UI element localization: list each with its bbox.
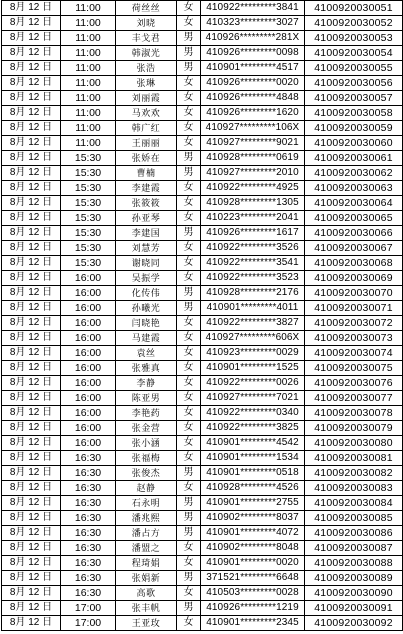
gender-cell: 女 <box>177 376 201 391</box>
time-cell: 16:00 <box>61 391 116 406</box>
date-cell: 8月 12 日 <box>2 31 61 46</box>
date-cell: 8月 12 日 <box>2 61 61 76</box>
gender-cell: 女 <box>177 271 201 286</box>
name-cell: 刘丽霞 <box>116 91 177 106</box>
gender-cell: 女 <box>177 196 201 211</box>
ticket-number-cell: 4100920030053 <box>305 31 403 46</box>
id-number-cell: 410926*********1617 <box>201 226 305 241</box>
time-cell: 16:30 <box>61 526 116 541</box>
gender-cell: 女 <box>177 76 201 91</box>
ticket-number-cell: 4100920030063 <box>305 181 403 196</box>
ticket-number-cell: 4100920030061 <box>305 151 403 166</box>
gender-cell: 女 <box>177 121 201 136</box>
ticket-number-cell: 4100920030055 <box>305 61 403 76</box>
name-cell: 张浩 <box>116 61 177 76</box>
id-number-cell: 410901*********2345 <box>201 616 305 631</box>
id-number-cell: 410922*********3841 <box>201 1 305 16</box>
id-number-cell: 410927*********9021 <box>201 136 305 151</box>
date-cell: 8月 12 日 <box>2 511 61 526</box>
gender-cell: 男 <box>177 496 201 511</box>
id-number-cell: 410901*********4072 <box>201 526 305 541</box>
gender-cell: 男 <box>177 46 201 61</box>
name-cell: 石永明 <box>116 496 177 511</box>
ticket-number-cell: 4100920030056 <box>305 76 403 91</box>
name-cell: 荷丝丝 <box>116 1 177 16</box>
date-cell: 8月 12 日 <box>2 226 61 241</box>
name-cell: 袁丝 <box>116 346 177 361</box>
time-cell: 16:00 <box>61 406 116 421</box>
date-cell: 8月 12 日 <box>2 301 61 316</box>
date-cell: 8月 12 日 <box>2 106 61 121</box>
gender-cell: 男 <box>177 466 201 481</box>
ticket-number-cell: 4100920030088 <box>305 556 403 571</box>
gender-cell: 男 <box>177 301 201 316</box>
table-row <box>2 181 403 196</box>
time-cell: 16:30 <box>61 466 116 481</box>
gender-cell: 女 <box>177 106 201 121</box>
gender-cell: 女 <box>177 481 201 496</box>
table-row <box>2 106 403 121</box>
ticket-number-cell: 4100920030077 <box>305 391 403 406</box>
gender-cell: 女 <box>177 406 201 421</box>
name-cell: 闫晓艳 <box>116 316 177 331</box>
id-number-cell: 410922*********3541 <box>201 256 305 271</box>
name-cell: 高歌 <box>116 586 177 601</box>
time-cell: 11:00 <box>61 46 116 61</box>
id-number-cell: 410922*********3523 <box>201 271 305 286</box>
gender-cell: 男 <box>177 166 201 181</box>
gender-cell: 男 <box>177 601 201 616</box>
gender-cell: 女 <box>177 91 201 106</box>
table-row <box>2 166 403 181</box>
time-cell: 16:00 <box>61 316 116 331</box>
name-cell: 化传伟 <box>116 286 177 301</box>
gender-cell: 女 <box>177 136 201 151</box>
gender-cell: 女 <box>177 586 201 601</box>
ticket-number-cell: 4100920030069 <box>305 271 403 286</box>
time-cell: 15:30 <box>61 211 116 226</box>
ticket-number-cell: 4100920030087 <box>305 541 403 556</box>
table-row <box>2 331 403 346</box>
ticket-number-cell: 4100920030074 <box>305 346 403 361</box>
name-cell: 张雅真 <box>116 361 177 376</box>
ticket-number-cell: 4100920030067 <box>305 241 403 256</box>
id-number-cell: 410926*********281X <box>201 31 305 46</box>
ticket-number-cell: 4100920030082 <box>305 466 403 481</box>
gender-cell: 男 <box>177 571 201 586</box>
ticket-number-cell: 4100920030084 <box>305 496 403 511</box>
ticket-number-cell: 4100920030059 <box>305 121 403 136</box>
ticket-number-cell: 4100920030070 <box>305 286 403 301</box>
gender-cell: 男 <box>177 31 201 46</box>
time-cell: 16:00 <box>61 331 116 346</box>
id-number-cell: 410503*********0028 <box>201 586 305 601</box>
name-cell: 赵静 <box>116 481 177 496</box>
name-cell: 孙亚琴 <box>116 211 177 226</box>
date-cell: 8月 12 日 <box>2 361 61 376</box>
name-cell: 潘占方 <box>116 526 177 541</box>
ticket-number-cell: 4100920030064 <box>305 196 403 211</box>
table-row <box>2 436 403 451</box>
id-number-cell: 410922*********3825 <box>201 421 305 436</box>
time-cell: 15:30 <box>61 241 116 256</box>
date-cell: 8月 12 日 <box>2 1 61 16</box>
date-cell: 8月 12 日 <box>2 121 61 136</box>
time-cell: 15:30 <box>61 196 116 211</box>
name-cell: 张筱筱 <box>116 196 177 211</box>
name-cell: 潘盟之 <box>116 541 177 556</box>
name-cell: 孙曦光 <box>116 301 177 316</box>
table-row <box>2 151 403 166</box>
time-cell: 16:00 <box>61 376 116 391</box>
table-row <box>2 466 403 481</box>
name-cell: 吴振学 <box>116 271 177 286</box>
date-cell: 8月 12 日 <box>2 166 61 181</box>
name-cell: 陈亚男 <box>116 391 177 406</box>
ticket-number-cell: 4100920030081 <box>305 451 403 466</box>
date-cell: 8月 12 日 <box>2 151 61 166</box>
name-cell: 潘兆熙 <box>116 511 177 526</box>
time-cell: 15:30 <box>61 166 116 181</box>
ticket-number-cell: 4100920030066 <box>305 226 403 241</box>
table-row <box>2 1 403 16</box>
gender-cell: 男 <box>177 226 201 241</box>
ticket-number-cell: 4100920030076 <box>305 376 403 391</box>
time-cell: 16:00 <box>61 436 116 451</box>
ticket-number-cell: 4100920030080 <box>305 436 403 451</box>
date-cell: 8月 12 日 <box>2 406 61 421</box>
id-number-cell: 410922*********0340 <box>201 406 305 421</box>
ticket-number-cell: 4100920030051 <box>305 1 403 16</box>
table-row <box>2 556 403 571</box>
gender-cell: 女 <box>177 256 201 271</box>
id-number-cell: 410928*********1305 <box>201 196 305 211</box>
gender-cell: 女 <box>177 436 201 451</box>
table-row <box>2 211 403 226</box>
table-row <box>2 16 403 31</box>
name-cell: 刘晓 <box>116 16 177 31</box>
name-cell: 张金营 <box>116 421 177 436</box>
gender-cell: 女 <box>177 541 201 556</box>
name-cell: 刘慧芳 <box>116 241 177 256</box>
id-number-cell: 410926*********1620 <box>201 106 305 121</box>
id-number-cell: 371521*********6648 <box>201 571 305 586</box>
time-cell: 16:00 <box>61 286 116 301</box>
table-row <box>2 196 403 211</box>
name-cell: 韩广红 <box>116 121 177 136</box>
name-cell: 张福梅 <box>116 451 177 466</box>
date-cell: 8月 12 日 <box>2 46 61 61</box>
id-number-cell: 410323*********3027 <box>201 16 305 31</box>
date-cell: 8月 12 日 <box>2 181 61 196</box>
id-number-cell: 410926*********1219 <box>201 601 305 616</box>
time-cell: 17:00 <box>61 616 116 631</box>
ticket-number-cell: 4100920030090 <box>305 586 403 601</box>
table-row <box>2 406 403 421</box>
date-cell: 8月 12 日 <box>2 376 61 391</box>
ticket-number-cell: 4100920030058 <box>305 106 403 121</box>
id-number-cell: 410928*********4526 <box>201 481 305 496</box>
gender-cell: 男 <box>177 286 201 301</box>
time-cell: 16:30 <box>61 496 116 511</box>
date-cell: 8月 12 日 <box>2 211 61 226</box>
id-number-cell: 410928*********2176 <box>201 286 305 301</box>
name-cell: 李静 <box>116 376 177 391</box>
table-row <box>2 541 403 556</box>
table-row <box>2 256 403 271</box>
table-row <box>2 76 403 91</box>
date-cell: 8月 12 日 <box>2 346 61 361</box>
id-number-cell: 410927*********2010 <box>201 166 305 181</box>
table-row <box>2 286 403 301</box>
ticket-number-cell: 4100920030075 <box>305 361 403 376</box>
name-cell: 丰戈君 <box>116 31 177 46</box>
date-cell: 8月 12 日 <box>2 286 61 301</box>
table-row <box>2 301 403 316</box>
date-cell: 8月 12 日 <box>2 421 61 436</box>
table-row <box>2 346 403 361</box>
id-number-cell: 410901*********0518 <box>201 466 305 481</box>
id-number-cell: 410922*********3827 <box>201 316 305 331</box>
id-number-cell: 410901*********1534 <box>201 451 305 466</box>
ticket-number-cell: 4100920030079 <box>305 421 403 436</box>
id-number-cell: 410901*********4517 <box>201 61 305 76</box>
table-row <box>2 511 403 526</box>
ticket-number-cell: 4100920030052 <box>305 16 403 31</box>
name-cell: 李艳药 <box>116 406 177 421</box>
date-cell: 8月 12 日 <box>2 76 61 91</box>
table-row <box>2 571 403 586</box>
ticket-number-cell: 4100920030062 <box>305 166 403 181</box>
table-row <box>2 226 403 241</box>
gender-cell: 女 <box>177 346 201 361</box>
name-cell: 谢晓同 <box>116 256 177 271</box>
table-row <box>2 391 403 406</box>
date-cell: 8月 12 日 <box>2 391 61 406</box>
ticket-number-cell: 4100920030083 <box>305 481 403 496</box>
time-cell: 16:00 <box>61 301 116 316</box>
name-cell: 王丽丽 <box>116 136 177 151</box>
ticket-number-cell: 4100920030057 <box>305 91 403 106</box>
id-number-cell: 410926*********0098 <box>201 46 305 61</box>
time-cell: 16:00 <box>61 346 116 361</box>
time-cell: 16:30 <box>61 586 116 601</box>
date-cell: 8月 12 日 <box>2 526 61 541</box>
table-row <box>2 316 403 331</box>
table-row <box>2 376 403 391</box>
date-cell: 8月 12 日 <box>2 571 61 586</box>
table-row <box>2 526 403 541</box>
name-cell: 李建国 <box>116 226 177 241</box>
time-cell: 16:30 <box>61 511 116 526</box>
time-cell: 11:00 <box>61 31 116 46</box>
ticket-number-cell: 4100920030085 <box>305 511 403 526</box>
ticket-number-cell: 4100920030054 <box>305 46 403 61</box>
time-cell: 11:00 <box>61 76 116 91</box>
id-number-cell: 410901*********1525 <box>201 361 305 376</box>
table-row <box>2 361 403 376</box>
table-row <box>2 616 403 631</box>
gender-cell: 女 <box>177 316 201 331</box>
time-cell: 11:00 <box>61 91 116 106</box>
name-cell: 张俊杰 <box>116 466 177 481</box>
ticket-number-cell: 4100920030060 <box>305 136 403 151</box>
time-cell: 16:30 <box>61 556 116 571</box>
time-cell: 11:00 <box>61 61 116 76</box>
gender-cell: 男 <box>177 526 201 541</box>
name-cell: 李建霞 <box>116 181 177 196</box>
id-number-cell: 410927*********606X <box>201 331 305 346</box>
name-cell: 韩淑光 <box>116 46 177 61</box>
time-cell: 11:00 <box>61 136 116 151</box>
gender-cell: 女 <box>177 16 201 31</box>
id-number-cell: 410928*********0619 <box>201 151 305 166</box>
table-row <box>2 241 403 256</box>
date-cell: 8月 12 日 <box>2 256 61 271</box>
registration-table-body <box>2 1 403 631</box>
gender-cell: 女 <box>177 1 201 16</box>
time-cell: 16:00 <box>61 421 116 436</box>
gender-cell: 男 <box>177 61 201 76</box>
date-cell: 8月 12 日 <box>2 16 61 31</box>
time-cell: 11:00 <box>61 1 116 16</box>
date-cell: 8月 12 日 <box>2 496 61 511</box>
ticket-number-cell: 4100920030091 <box>305 601 403 616</box>
time-cell: 15:30 <box>61 226 116 241</box>
id-number-cell: 410926*********4848 <box>201 91 305 106</box>
date-cell: 8月 12 日 <box>2 316 61 331</box>
ticket-number-cell: 4100920030072 <box>305 316 403 331</box>
name-cell: 程琦娟 <box>116 556 177 571</box>
id-number-cell: 410923*********0029 <box>201 346 305 361</box>
date-cell: 8月 12 日 <box>2 331 61 346</box>
time-cell: 11:00 <box>61 121 116 136</box>
table-row <box>2 121 403 136</box>
date-cell: 8月 12 日 <box>2 91 61 106</box>
ticket-number-cell: 4100920030065 <box>305 211 403 226</box>
table-row <box>2 91 403 106</box>
time-cell: 16:30 <box>61 541 116 556</box>
gender-cell: 男 <box>177 151 201 166</box>
id-number-cell: 410926*********0020 <box>201 76 305 91</box>
name-cell: 王亚玫 <box>116 616 177 631</box>
date-cell: 8月 12 日 <box>2 466 61 481</box>
date-cell: 8月 12 日 <box>2 556 61 571</box>
gender-cell: 女 <box>177 241 201 256</box>
gender-cell: 女 <box>177 556 201 571</box>
name-cell: 曹楠 <box>116 166 177 181</box>
date-cell: 8月 12 日 <box>2 616 61 631</box>
id-number-cell: 410922*********3526 <box>201 241 305 256</box>
gender-cell: 女 <box>177 361 201 376</box>
name-cell: 张娇在 <box>116 151 177 166</box>
gender-cell: 女 <box>177 211 201 226</box>
time-cell: 16:00 <box>61 271 116 286</box>
date-cell: 8月 12 日 <box>2 196 61 211</box>
gender-cell: 女 <box>177 181 201 196</box>
ticket-number-cell: 4100920030078 <box>305 406 403 421</box>
date-cell: 8月 12 日 <box>2 601 61 616</box>
date-cell: 8月 12 日 <box>2 241 61 256</box>
id-number-cell: 410927*********7021 <box>201 391 305 406</box>
gender-cell: 女 <box>177 391 201 406</box>
gender-cell: 女 <box>177 616 201 631</box>
time-cell: 16:30 <box>61 451 116 466</box>
id-number-cell: 410902*********8048 <box>201 541 305 556</box>
time-cell: 15:30 <box>61 151 116 166</box>
id-number-cell: 410922*********0026 <box>201 376 305 391</box>
table-row <box>2 46 403 61</box>
date-cell: 8月 12 日 <box>2 586 61 601</box>
date-cell: 8月 12 日 <box>2 436 61 451</box>
name-cell: 张丰帆 <box>116 601 177 616</box>
date-cell: 8月 12 日 <box>2 541 61 556</box>
id-number-cell: 410902*********8037 <box>201 511 305 526</box>
id-number-cell: 410901*********4542 <box>201 436 305 451</box>
name-cell: 张琳 <box>116 76 177 91</box>
id-number-cell: 410223*********2041 <box>201 211 305 226</box>
name-cell: 张小涵 <box>116 436 177 451</box>
table-row <box>2 271 403 286</box>
date-cell: 8月 12 日 <box>2 271 61 286</box>
gender-cell: 女 <box>177 451 201 466</box>
id-number-cell: 410901*********0020 <box>201 556 305 571</box>
table-row <box>2 601 403 616</box>
date-cell: 8月 12 日 <box>2 451 61 466</box>
table-row <box>2 136 403 151</box>
time-cell: 16:30 <box>61 571 116 586</box>
name-cell: 马欢欢 <box>116 106 177 121</box>
ticket-number-cell: 4100920030073 <box>305 331 403 346</box>
id-number-cell: 410901*********4011 <box>201 301 305 316</box>
ticket-number-cell: 4100920030089 <box>305 571 403 586</box>
registration-table <box>1 0 403 631</box>
ticket-number-cell: 4100920030092 <box>305 616 403 631</box>
time-cell: 16:30 <box>61 481 116 496</box>
name-cell: 张娟新 <box>116 571 177 586</box>
ticket-number-cell: 4100920030086 <box>305 526 403 541</box>
date-cell: 8月 12 日 <box>2 136 61 151</box>
table-row <box>2 481 403 496</box>
date-cell: 8月 12 日 <box>2 481 61 496</box>
time-cell: 11:00 <box>61 106 116 121</box>
table-row <box>2 421 403 436</box>
table-row <box>2 451 403 466</box>
gender-cell: 女 <box>177 331 201 346</box>
name-cell: 马建霞 <box>116 331 177 346</box>
ticket-number-cell: 4100920030071 <box>305 301 403 316</box>
gender-cell: 男 <box>177 511 201 526</box>
time-cell: 11:00 <box>61 16 116 31</box>
table-row <box>2 31 403 46</box>
time-cell: 15:30 <box>61 256 116 271</box>
table-row <box>2 61 403 76</box>
time-cell: 17:00 <box>61 601 116 616</box>
ticket-number-cell: 4100920030068 <box>305 256 403 271</box>
table-row <box>2 496 403 511</box>
gender-cell: 女 <box>177 421 201 436</box>
table-row <box>2 586 403 601</box>
time-cell: 15:30 <box>61 181 116 196</box>
id-number-cell: 410901*********2755 <box>201 496 305 511</box>
id-number-cell: 410927*********106X <box>201 121 305 136</box>
time-cell: 16:00 <box>61 361 116 376</box>
id-number-cell: 410922*********4925 <box>201 181 305 196</box>
